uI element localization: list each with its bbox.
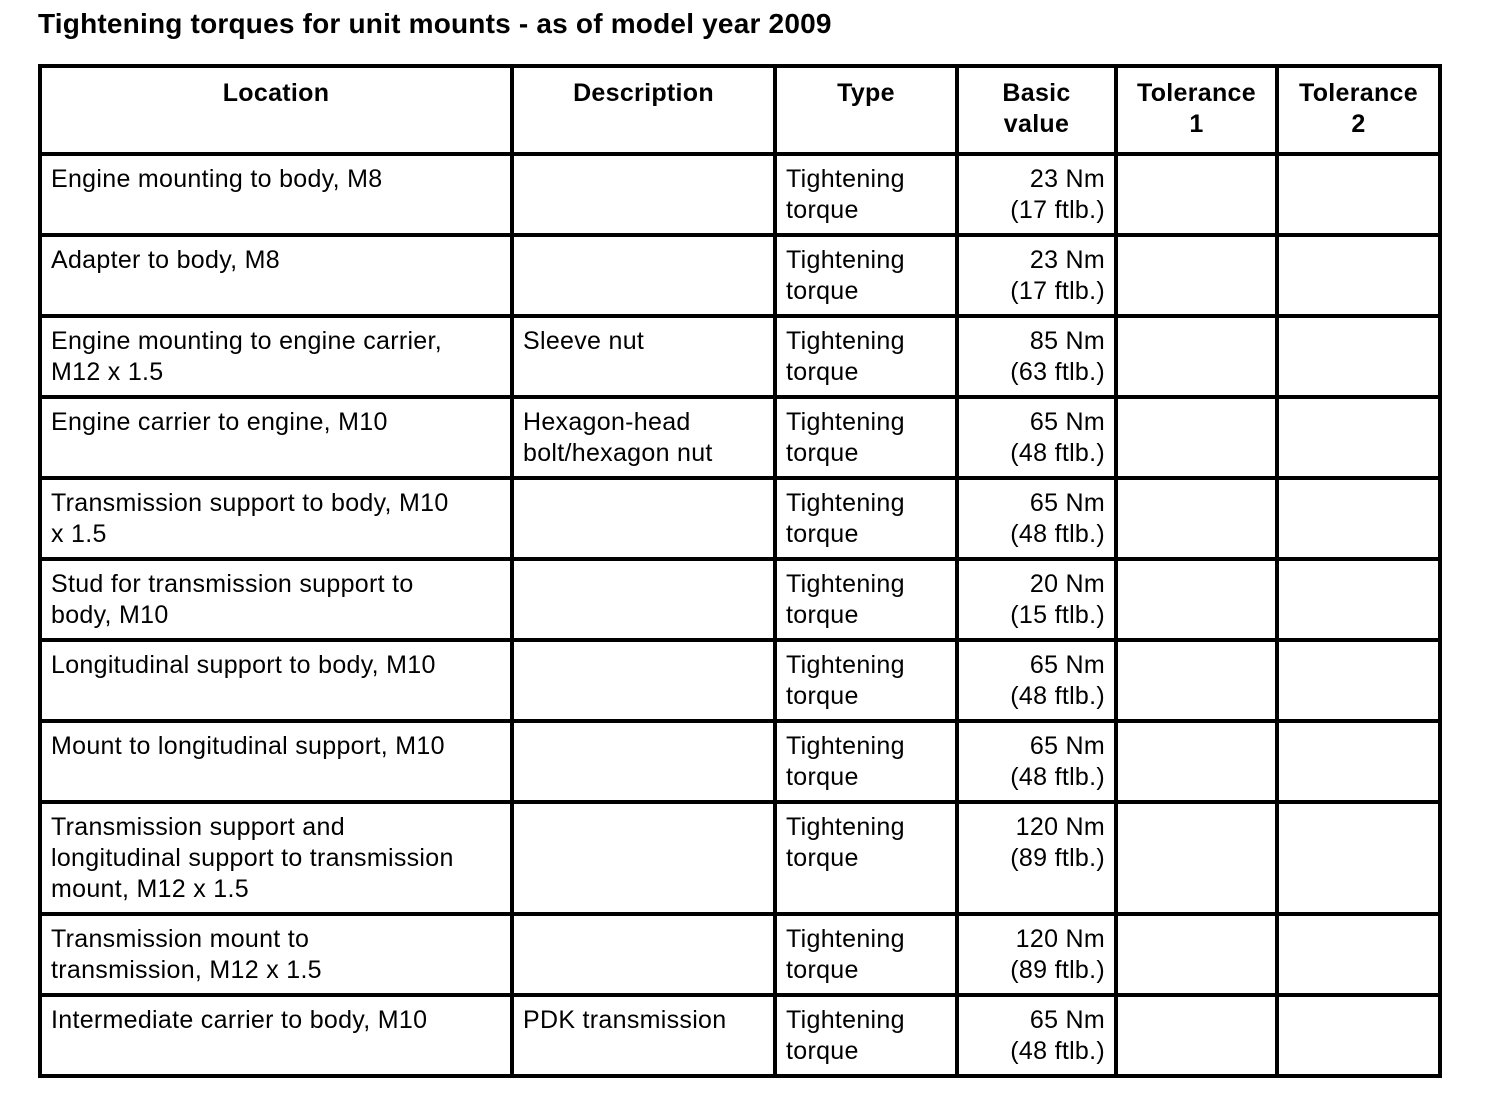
cell-basic-value-line: (48 ftlb.): [1010, 1037, 1105, 1065]
cell-location: [40, 914, 512, 995]
cell-basic-value: [957, 914, 1116, 995]
cell-location-line: Engine mounting to engine carrier,: [51, 327, 442, 355]
cell-location: [40, 995, 512, 1076]
cell-basic-value-line: (63 ftlb.): [1010, 358, 1105, 386]
cell-type-line: torque: [786, 196, 859, 224]
cell-type-line: Tightening: [786, 732, 905, 760]
cell-type: [775, 559, 957, 640]
cell-description: [512, 914, 775, 995]
cell-description: [512, 640, 775, 721]
cell-description: [512, 721, 775, 802]
cell-basic-value-line: (89 ftlb.): [1010, 956, 1105, 984]
cell-type-line: Tightening: [786, 1006, 905, 1034]
cell-basic-value-line: (48 ftlb.): [1010, 763, 1105, 791]
cell-location: [40, 721, 512, 802]
cell-tolerance-1: [1116, 802, 1277, 914]
cell-type-line: Tightening: [786, 925, 905, 953]
cell-tolerance-2: [1277, 995, 1440, 1076]
cell-location: [40, 802, 512, 914]
cell-type: [775, 914, 957, 995]
cell-tolerance-1: [1116, 640, 1277, 721]
cell-type-line: Tightening: [786, 651, 905, 679]
cell-tolerance-2: [1277, 478, 1440, 559]
cell-basic-value-line: 65 Nm: [1029, 408, 1105, 436]
cell-basic-value-line: (48 ftlb.): [1010, 439, 1105, 467]
cell-location-line: Transmission mount to: [51, 925, 310, 953]
cell-type-line: torque: [786, 763, 859, 791]
cell-location-line: transmission, M12 x 1.5: [51, 956, 322, 984]
cell-tolerance-2: [1277, 721, 1440, 802]
cell-location-line: mount, M12 x 1.5: [51, 875, 249, 903]
cell-basic-value-line: 23 Nm: [1029, 246, 1105, 274]
table-row: [40, 478, 1440, 559]
cell-location-line: Engine carrier to engine, M10: [51, 408, 388, 436]
cell-type: [775, 721, 957, 802]
cell-basic-value-line: 65 Nm: [1029, 489, 1105, 517]
cell-basic-value-line: (48 ftlb.): [1010, 682, 1105, 710]
table-body: [40, 154, 1440, 1076]
cell-type-line: Tightening: [786, 246, 905, 274]
cell-tolerance-2: [1277, 316, 1440, 397]
cell-description: [512, 397, 775, 478]
cell-type-line: Tightening: [786, 489, 905, 517]
cell-tolerance-1: [1116, 316, 1277, 397]
cell-tolerance-1: [1116, 559, 1277, 640]
cell-location: [40, 316, 512, 397]
cell-type: [775, 316, 957, 397]
cell-basic-value-line: 23 Nm: [1029, 165, 1105, 193]
cell-basic-value-line: 65 Nm: [1029, 1006, 1105, 1034]
header-row: [40, 66, 1440, 154]
table-row: [40, 397, 1440, 478]
cell-basic-value: [957, 154, 1116, 235]
cell-location: [40, 397, 512, 478]
cell-type: [775, 397, 957, 478]
cell-basic-value: [957, 559, 1116, 640]
table-row: [40, 640, 1440, 721]
header-tolerance-1-line: 1: [1189, 110, 1204, 138]
cell-basic-value-line: 85 Nm: [1029, 327, 1105, 355]
cell-description: [512, 802, 775, 914]
cell-type-line: torque: [786, 682, 859, 710]
cell-location-line: M12 x 1.5: [51, 358, 164, 386]
cell-location: [40, 559, 512, 640]
cell-tolerance-2: [1277, 397, 1440, 478]
table-row: [40, 235, 1440, 316]
cell-location-line: Transmission support to body, M10: [51, 489, 449, 517]
cell-location-line: Intermediate carrier to body, M10: [51, 1006, 428, 1034]
cell-tolerance-1: [1116, 397, 1277, 478]
table-row: [40, 802, 1440, 914]
cell-description: [512, 995, 775, 1076]
cell-tolerance-2: [1277, 235, 1440, 316]
cell-type-line: Tightening: [786, 813, 905, 841]
cell-location-line: Adapter to body, M8: [51, 246, 280, 274]
header-type: Type: [775, 66, 957, 154]
cell-tolerance-2: [1277, 640, 1440, 721]
cell-type-line: torque: [786, 439, 859, 467]
cell-tolerance-1: [1116, 154, 1277, 235]
cell-basic-value: [957, 721, 1116, 802]
cell-description-line: bolt/hexagon nut: [523, 439, 713, 467]
cell-location-line: Engine mounting to body, M8: [51, 165, 383, 193]
cell-tolerance-2: [1277, 154, 1440, 235]
cell-type-line: torque: [786, 844, 859, 872]
cell-basic-value-line: 120 Nm: [1015, 813, 1105, 841]
cell-type-line: Tightening: [786, 408, 905, 436]
cell-type-line: torque: [786, 277, 859, 305]
table-row: [40, 721, 1440, 802]
cell-type-line: Tightening: [786, 327, 905, 355]
cell-basic-value-line: (89 ftlb.): [1010, 844, 1105, 872]
cell-location-line: Longitudinal support to body, M10: [51, 651, 436, 679]
torque-table: [38, 64, 1442, 1078]
cell-type-line: torque: [786, 956, 859, 984]
cell-tolerance-2: [1277, 802, 1440, 914]
header-basic-value-line: value: [1003, 110, 1070, 138]
cell-description-line: Sleeve nut: [523, 327, 645, 355]
cell-basic-value-line: 120 Nm: [1015, 925, 1105, 953]
cell-type-line: Tightening: [786, 570, 905, 598]
table-row: [40, 154, 1440, 235]
cell-basic-value-line: (17 ftlb.): [1010, 277, 1105, 305]
cell-basic-value-line: (48 ftlb.): [1010, 520, 1105, 548]
cell-location: [40, 478, 512, 559]
cell-location-line: body, M10: [51, 601, 169, 629]
cell-location-line: Mount to longitudinal support, M10: [51, 732, 445, 760]
cell-type: [775, 995, 957, 1076]
cell-basic-value-line: 65 Nm: [1029, 732, 1105, 760]
cell-basic-value-line: (15 ftlb.): [1010, 601, 1105, 629]
cell-basic-value: [957, 235, 1116, 316]
cell-description: [512, 154, 775, 235]
header-basic-value: [957, 66, 1116, 154]
cell-type-line: Tightening: [786, 165, 905, 193]
cell-tolerance-1: [1116, 995, 1277, 1076]
cell-location-line: x 1.5: [51, 520, 107, 548]
header-tolerance-2-line: Tolerance: [1299, 79, 1418, 107]
cell-tolerance-2: [1277, 559, 1440, 640]
cell-description: [512, 478, 775, 559]
cell-basic-value: [957, 802, 1116, 914]
cell-type: [775, 235, 957, 316]
cell-tolerance-1: [1116, 914, 1277, 995]
header-tolerance-1: [1116, 66, 1277, 154]
header-description: Description: [512, 66, 775, 154]
cell-description: [512, 235, 775, 316]
cell-basic-value: [957, 316, 1116, 397]
cell-basic-value-line: 65 Nm: [1029, 651, 1105, 679]
cell-location: [40, 154, 512, 235]
cell-basic-value: [957, 995, 1116, 1076]
cell-location-line: longitudinal support to transmission: [51, 844, 454, 872]
cell-description-line: Hexagon-head: [523, 408, 691, 436]
cell-description-line: PDK transmission: [523, 1006, 727, 1034]
cell-location: [40, 235, 512, 316]
cell-description: [512, 559, 775, 640]
cell-type-line: torque: [786, 601, 859, 629]
header-tolerance-2: [1277, 66, 1440, 154]
cell-tolerance-1: [1116, 478, 1277, 559]
cell-type-line: torque: [786, 1037, 859, 1065]
cell-basic-value-line: 20 Nm: [1029, 570, 1105, 598]
cell-basic-value: [957, 478, 1116, 559]
cell-type: [775, 640, 957, 721]
document-title: Tightening torques for unit mounts - as of model year 2009: [38, 8, 832, 39]
cell-basic-value: [957, 397, 1116, 478]
table-row: [40, 995, 1440, 1076]
header-location: Location: [40, 66, 512, 154]
header-basic-value-line: Basic: [1002, 79, 1071, 107]
cell-type: [775, 802, 957, 914]
table-row: [40, 316, 1440, 397]
header-tolerance-1-line: Tolerance: [1137, 79, 1256, 107]
cell-type-line: torque: [786, 520, 859, 548]
cell-basic-value-line: (17 ftlb.): [1010, 196, 1105, 224]
cell-basic-value: [957, 640, 1116, 721]
cell-location: [40, 640, 512, 721]
cell-tolerance-1: [1116, 721, 1277, 802]
cell-type-line: torque: [786, 358, 859, 386]
table-row: [40, 559, 1440, 640]
cell-type: [775, 154, 957, 235]
cell-location-line: Transmission support and: [51, 813, 345, 841]
cell-tolerance-2: [1277, 914, 1440, 995]
cell-tolerance-1: [1116, 235, 1277, 316]
table-row: [40, 914, 1440, 995]
cell-type: [775, 478, 957, 559]
cell-location-line: Stud for transmission support to: [51, 570, 414, 598]
cell-description: [512, 316, 775, 397]
header-tolerance-2-line: 2: [1351, 110, 1366, 138]
